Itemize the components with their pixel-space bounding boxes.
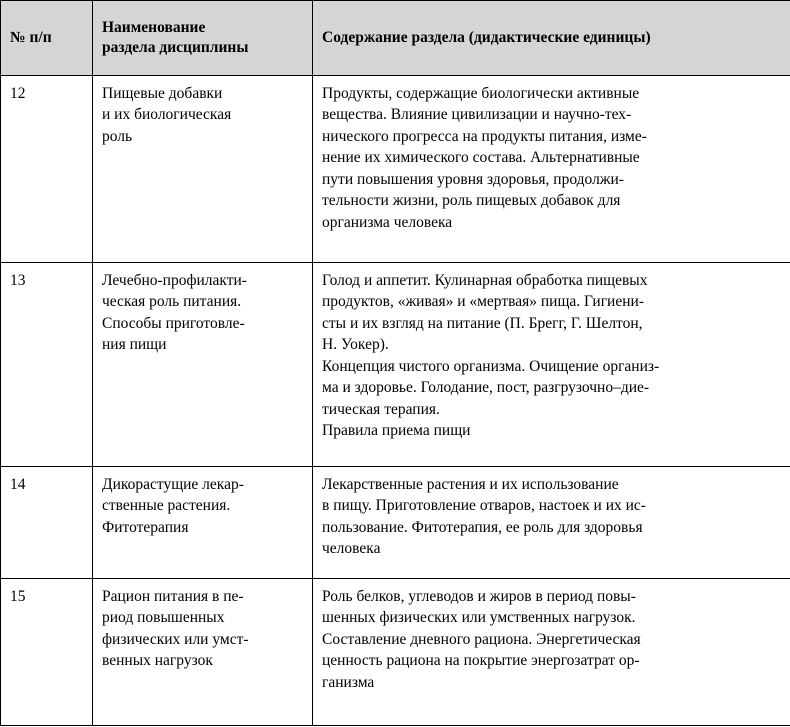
section-name-line: роль [102,127,133,145]
row-number-cell [1,579,93,726]
row-section-name-cell [93,467,313,579]
row-number-value: 15 [10,588,26,605]
row-number-value: 12 [10,85,26,102]
row-number-cell [1,76,93,263]
row-number-cell [1,263,93,467]
section-name-line: Пищевые добавки [102,85,223,102]
section-name-line: физических или умст- [102,630,249,648]
column-header-section-content [313,1,790,76]
column-header-number [1,1,93,76]
table-row [1,76,790,263]
section-content-line: ценность рациона на покрытие энергозатрат ор- [322,652,640,670]
table-body [1,76,790,726]
section-content-line: тельности жизни, роль пищевых добавок для [322,192,621,210]
section-content-line: пути повышения уровня здоровья, продолжи- [322,170,624,188]
section-content-line: тическая терапия. [322,400,440,418]
section-name-line: и их биологическая [102,106,232,124]
section-content-line: Голод и аппетит. Кулинарная обработка пищевых [322,272,648,289]
section-name-line: ственные растения. [102,497,231,515]
section-name-line: ческая роль питания. [102,293,242,311]
section-name-line: ния пищи [102,336,167,354]
section-content-line: Продукты, содержащие биологически активные [322,85,640,102]
row-number-value: 14 [10,476,26,493]
column-header-section-content-line: Содержание раздела (дидактические единицы) [322,29,651,47]
section-content-line: ганизма [322,673,375,691]
table-header-row [1,1,790,76]
section-name-line: венных нагрузок [102,652,213,670]
column-header-section-name [93,1,313,76]
section-content-line: нического прогресса на продукты питания, изме- [322,127,647,145]
row-section-content-cell [313,467,790,579]
section-content-line: продуктов, «живая» и «мертвая» пища. Гигиени- [322,293,644,311]
section-content-line: Концепция чистого организма. Очищение организ- [322,357,660,375]
section-content-line: сты и их взгляд на питание (П. Брегг, Г. Шелтон, [322,314,643,332]
column-header-number-line: № п/п [10,29,52,47]
section-content-line: организма человека [322,213,453,231]
section-name-line: Рацион питания в пе- [102,588,244,605]
section-name-line: Дикорастущие лекар- [102,476,244,493]
section-name-line: Лечебно-профилакти- [102,272,247,289]
table-header [1,1,790,76]
section-content-line: нение их химического состава. Альтернативные [322,149,640,167]
section-content-line: пользование. Фитотерапия, ее роль для здоровья [322,518,643,536]
column-header-section-name-line-2: раздела дисциплины [102,39,249,56]
section-content-line: человека [322,540,381,558]
section-content-line: шенных физических или умственных нагрузок. [322,609,636,627]
table-row [1,467,790,579]
section-content-line: в пищу. Приготовление отваров, настоек и их ис- [322,497,646,515]
table-row [1,263,790,467]
section-name-line: Способы приготовле- [102,314,245,332]
row-number-value: 13 [10,272,26,289]
section-content-line: Составление дневного рациона. Энергетическая [322,630,641,648]
section-content-line: Правила приема пищи [322,422,471,440]
row-section-name-cell [93,579,313,726]
section-content-line: ма и здоровье. Голодание, пост, разгрузочно–дие- [322,379,650,397]
section-content-line: Н. Уокер). [322,336,389,354]
table-row [1,579,790,726]
row-section-name-cell [93,263,313,467]
row-section-content-cell [313,263,790,467]
row-section-content-cell [313,579,790,726]
row-section-name-cell [93,76,313,263]
row-number-cell [1,467,93,579]
row-section-content-cell [313,76,790,263]
section-content-line: вещества. Влияние цивилизации и научно-тех- [322,106,632,124]
column-header-section-name-line-1: Наименование [102,19,206,37]
section-content-line: Лекарственные растения и их использование [322,476,619,493]
section-name-line: риод повышенных [102,609,225,627]
section-name-line: Фитотерапия [102,518,189,536]
section-content-line: Роль белков, углеводов и жиров в период повы- [322,588,636,605]
